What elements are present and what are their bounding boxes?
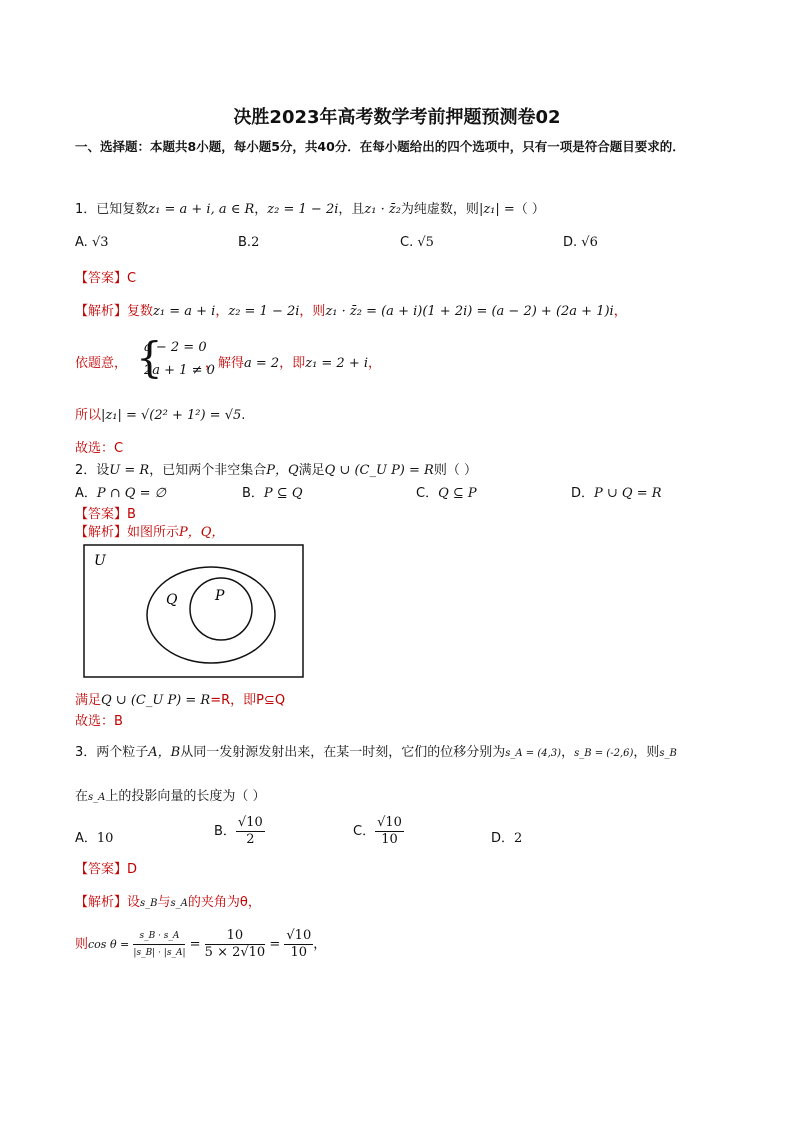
q1-z1-def: z₁ = a + i, a ∈ R [148, 202, 255, 217]
q1-analysis-line1 [75, 300, 627, 319]
q3-option-c-num: √10 [377, 815, 402, 830]
q3-an-a: 设 [127, 895, 141, 910]
q3-an-b: 与 [157, 895, 171, 910]
q2-stem-c: 满足 [298, 463, 325, 478]
q3-sb2: s_B [659, 748, 677, 759]
q2-number: 2． [75, 463, 97, 478]
q1-system-prefix: 依题意， [75, 356, 128, 371]
q1-answer-value: C [127, 271, 137, 286]
q2-stem-a: 设 [96, 463, 110, 478]
venn-q-ellipse [147, 567, 275, 663]
q3-stem-line2 [75, 785, 266, 804]
q3-an-c: 的夹角为θ， [187, 895, 261, 910]
q2-stem-d: 则（ ） [433, 463, 477, 478]
q2-option-c-value: Q ⊆ P [438, 486, 477, 501]
q1-an-f: z₁ · z̄₂ = (a + i)(1 + 2i) = (a − 2) + (2a + 1)i [325, 304, 614, 319]
q2-option-a [75, 482, 166, 501]
q3-cos: 则cos θ = $\frac{s\_B \cdot s\_A}{|s\_B| \cdot |s\_A|}$ = $\frac{10}{5 \times 2√10}$ = $\frac{√10}{10}$ ， [75, 928, 327, 960]
q1-option-b-value: 2 [251, 235, 260, 250]
analysis-label: 【解析】 [75, 304, 128, 319]
q3-sa: s_A = (4,3) [505, 748, 562, 759]
q3-option-d-key: D． [491, 831, 515, 846]
q1-sys-end: ， [368, 356, 382, 371]
q1-so-prefix: 所以 [75, 408, 102, 423]
q3-answer [75, 858, 137, 877]
q3-cos-den1: |s_B| · |s_A| [133, 948, 186, 958]
q1-conclusion: 故选：C [75, 441, 124, 456]
q1-paren: （ ） [514, 202, 545, 217]
q3-option-b [214, 815, 265, 848]
q3-option-a-value: 10 [96, 831, 114, 846]
analysis-label: 【解析】 [75, 525, 128, 540]
q1-an-d: z₂ = 1 − 2i [228, 304, 300, 319]
q3-sb: s_B = (-2,6) [574, 748, 634, 759]
q3-ab: A，B [148, 745, 181, 760]
q2-option-d-key: D． [571, 486, 595, 501]
q3-option-b-key: B． [214, 824, 236, 839]
q1-option-a [75, 235, 109, 250]
venn-label-p: P [215, 588, 225, 604]
venn-diagram [82, 543, 306, 679]
q1-option-a-key: A. [75, 235, 88, 250]
venn-label-u: U [94, 553, 106, 569]
q3-an-sa: s_A [170, 898, 188, 909]
q1-option-a-value: √3 [91, 235, 109, 250]
q2-option-b [242, 482, 302, 501]
q2-u-def: U = R [109, 463, 150, 478]
q1-system-eq2: 2a + 1 ≠ 0 [144, 363, 215, 378]
q3-line2-b: 上的投影向量的长度为（ ） [105, 789, 266, 804]
q1-an-b: z₁ = a + i [153, 304, 216, 319]
q3-analysis [75, 891, 261, 910]
q1-stem-a: 已知复数 [96, 202, 149, 217]
q1-sys-z: z₁ = 2 + i [305, 356, 369, 371]
answer-label: 【答案】 [75, 271, 128, 286]
q1-an-g: ， [613, 304, 627, 319]
q3-cos-num2: 10 [205, 928, 266, 945]
q3-option-d [491, 827, 522, 846]
q1-option-d-key: D. [563, 235, 578, 250]
q2-option-c [416, 482, 477, 501]
q1-option-c-key: C. [400, 235, 414, 250]
q3-cos-den3: 10 [290, 945, 308, 960]
q1-z2-def: z₂ = 1 − 2i [267, 202, 339, 217]
q1-prod: z₁ · z̄₂ [364, 202, 401, 217]
q1-an-a: 复数 [127, 304, 154, 319]
q2-bottom-a: 满足 [75, 693, 102, 708]
q3-sep: ， [561, 745, 575, 760]
q1-so-end: . [241, 408, 246, 423]
q1-option-b-key: B. [238, 235, 252, 250]
section-heading: 一、选择题：本题共8小题，每小题5分，共40分．在每小题给出的四个选项中，只有一项是符合题目要求的． [75, 139, 685, 154]
q3-option-b-num: √10 [237, 815, 263, 830]
q2-option-d [571, 482, 662, 501]
q2-pq: P，Q [266, 463, 299, 478]
q2-an-a: 如图所示 [127, 525, 180, 540]
q3-stem [75, 741, 677, 760]
q3-option-a [75, 827, 113, 846]
q1-stem-b: ，且 [338, 202, 365, 217]
q3-option-b-den: 2 [246, 832, 255, 847]
q3-stem-a: 两个粒子 [96, 745, 149, 760]
q1-an-c: ， [215, 304, 229, 319]
answer-label: 【答案】 [75, 862, 128, 877]
q1-option-b [238, 235, 259, 250]
q3-number: 3． [75, 745, 97, 760]
q2-answer [75, 503, 136, 522]
q2-bottom-b: =R，即P⊆Q [210, 693, 286, 708]
q2-conclusion: 故选：B [75, 714, 123, 729]
q1-option-c-value: √5 [417, 235, 434, 250]
q3-line2-a: 在 [75, 789, 89, 804]
q1-an-e: ，则 [299, 304, 326, 319]
venn-universe-rect [84, 545, 303, 677]
q3-answer-value: D [127, 862, 138, 877]
q1-answer [75, 267, 136, 286]
q2-option-a-key: A． [75, 486, 97, 501]
q3-cos-num3: √10 [286, 928, 312, 943]
q1-sys-mid: ，解得 [205, 356, 245, 371]
q3-cos-prefix: 则 [75, 937, 89, 952]
q2-option-d-value: P ∪ Q = R [594, 486, 662, 501]
q2-option-b-key: B． [242, 486, 264, 501]
q1-so-expr: |z₁| = √(2² + 1²) = √5 [101, 408, 242, 423]
page-title: 决胜2023年高考数学考前押题预测卷02 [233, 107, 561, 128]
q2-stem [75, 459, 477, 478]
q1-system-brace: { [136, 333, 163, 382]
q3-option-a-key: A． [75, 831, 97, 846]
q1-sep1: ， [254, 202, 268, 217]
q1-sys-then: ，即 [279, 356, 306, 371]
q3-option-c-den: 10 [381, 832, 398, 847]
q3-option-c [353, 815, 404, 848]
q2-analysis [75, 521, 224, 540]
q3-option-c-key: C． [353, 824, 376, 839]
q2-cond: Q ∪ (C_U P) = R [324, 463, 434, 478]
q1-option-d-value: √6 [581, 235, 598, 250]
q2-an-b: P，Q， [179, 525, 225, 540]
q1-so [75, 404, 245, 423]
venn-label-q: Q [166, 592, 178, 608]
q1-stem-c: 为纯虚数，则 [400, 202, 479, 217]
analysis-label: 【解析】 [75, 895, 128, 910]
q3-option-d-value: 2 [514, 831, 523, 846]
q2-stem-b: ，已知两个非空集合 [149, 463, 267, 478]
q3-stem-c: ，则 [633, 745, 660, 760]
q1-sys-a: a = 2 [244, 356, 280, 371]
q2-option-b-value: P ⊆ Q [263, 486, 303, 501]
q3-cos-lhs: cos θ = [88, 938, 130, 951]
q3-cos-end: ， [313, 937, 327, 952]
q1-stem [75, 198, 545, 217]
q1-option-d [563, 235, 598, 250]
q3-sa2: s_A [88, 792, 106, 803]
q1-option-c [400, 235, 434, 250]
q2-bottom-expr: Q ∪ (C_U P) = R [101, 693, 211, 708]
q3-cos-num1: s_B · s_A [133, 928, 185, 945]
q3-cos-den2: 5 × 2√10 [204, 945, 266, 960]
q2-option-c-key: C． [416, 486, 439, 501]
q1-abs: |z₁| = [478, 202, 515, 217]
q3-an-sb: s_B [140, 898, 158, 909]
q2-option-a-value: P ∩ Q = ∅ [96, 486, 166, 501]
q1-system-solve [205, 352, 381, 371]
answer-label: 【答案】 [75, 507, 128, 522]
q1-system-eq1: a − 2 = 0 [144, 340, 207, 355]
q3-stem-b: 从同一发射源发射出来，在某一时刻，它们的位移分别为 [180, 745, 506, 760]
q2-answer-value: B [127, 507, 136, 522]
q2-bottom [75, 689, 285, 708]
q1-number: 1． [75, 202, 97, 217]
